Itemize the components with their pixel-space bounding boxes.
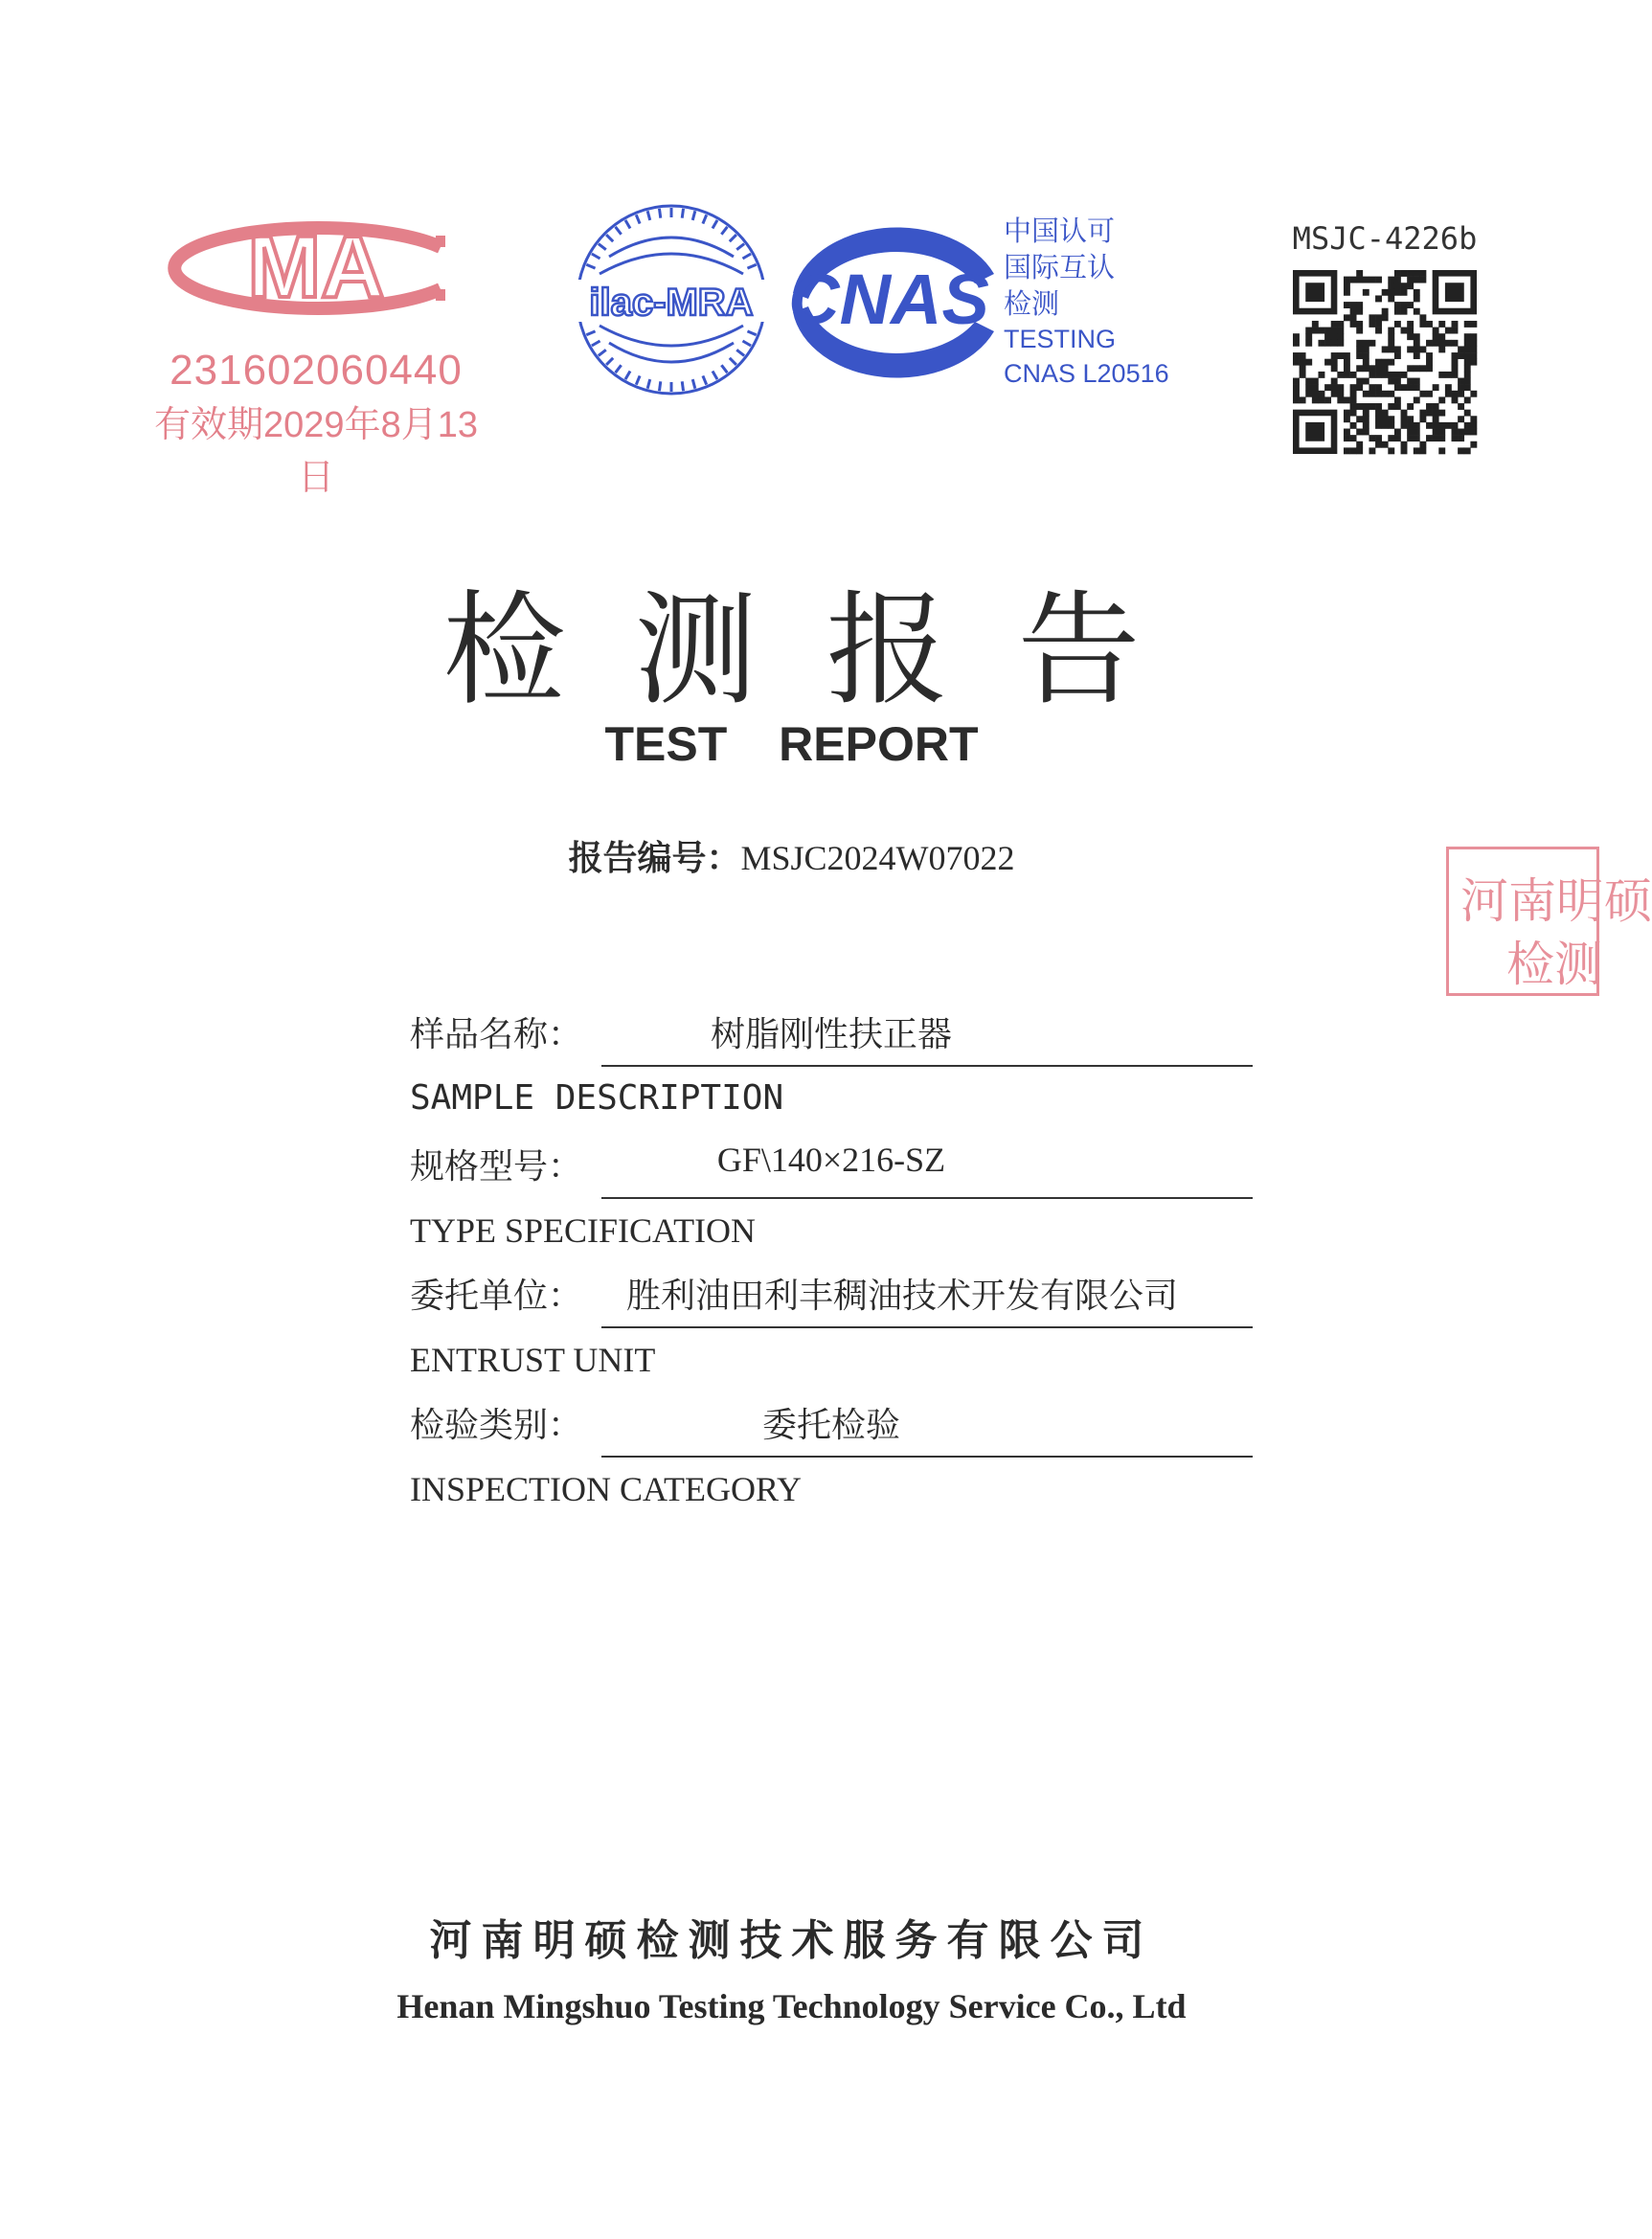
cnas-logo-text: CNAS: [788, 260, 989, 339]
ilac-globe-icon: [571, 199, 772, 400]
stamp-line-1: 河南明硕: [1460, 873, 1652, 929]
field-label-en: TYPE SPECIFICATION: [410, 1211, 757, 1250]
stamp-line-2: 检测: [1506, 937, 1602, 992]
company-name-cn: 河南明硕检测技术服务有限公司: [429, 1916, 1154, 1965]
report-number: [0, 831, 1583, 880]
qr-code-icon: [1293, 270, 1477, 454]
field-underline: [601, 1456, 1253, 1458]
cma-logo-text: MA: [247, 218, 385, 316]
company-name-en: Henan Mingshuo Testing Technology Service Co., Ltd: [396, 1987, 1187, 2025]
cnas-side-testing: TESTING: [1004, 325, 1117, 353]
cnas-code: CNAS L20516: [1004, 359, 1169, 388]
cnas-side-text: [1004, 213, 1169, 391]
cnas-side-line-3: 检测: [1004, 287, 1060, 320]
ilac-mra-logo: [571, 199, 772, 400]
field-underline: [601, 1326, 1253, 1328]
field-underline: [601, 1065, 1253, 1067]
report-number-label: 报告编号：: [568, 839, 741, 878]
field-value: 胜利油田利丰稠油技术开发有限公司: [626, 1277, 1179, 1316]
ilac-logo-text: ilac-MRA: [589, 282, 754, 324]
cnas-swoosh-icon: [774, 216, 1004, 389]
cma-logo-icon: [153, 192, 479, 345]
qr-code-label: MSJC-4226b: [1292, 220, 1478, 257]
field-underline: [601, 1197, 1253, 1199]
field-label-cn: 规格型号：: [410, 1147, 583, 1187]
cnas-side-line-2: 国际互认: [1004, 251, 1116, 283]
report-title-cn: 检测报告: [442, 579, 1210, 722]
field-label-cn: 委托单位：: [410, 1277, 583, 1316]
cma-number: 231602060440: [170, 347, 463, 394]
field-label-en: SAMPLE DESCRIPTION: [410, 1078, 784, 1118]
field-label-en: ENTRUST UNIT: [410, 1341, 656, 1379]
field-value: 树脂刚性扶正器: [710, 1015, 952, 1054]
field-label-en: INSPECTION CATEGORY: [410, 1470, 803, 1508]
field-value: GF\140×216-SZ: [716, 1141, 946, 1179]
cma-seal: [153, 192, 479, 498]
cma-validity: 有效期2029年8月13日: [154, 405, 478, 498]
field-value: 委托检验: [761, 1406, 900, 1445]
field-label-cn: 检验类别：: [410, 1406, 583, 1445]
cnas-side-line-1: 中国认可: [1004, 215, 1116, 247]
report-number-value: MSJC2024W07022: [740, 839, 1015, 877]
field-label-cn: 样品名称：: [410, 1015, 583, 1054]
report-title-en: TEST REPORT: [604, 717, 979, 771]
cnas-logo: [774, 216, 1004, 389]
